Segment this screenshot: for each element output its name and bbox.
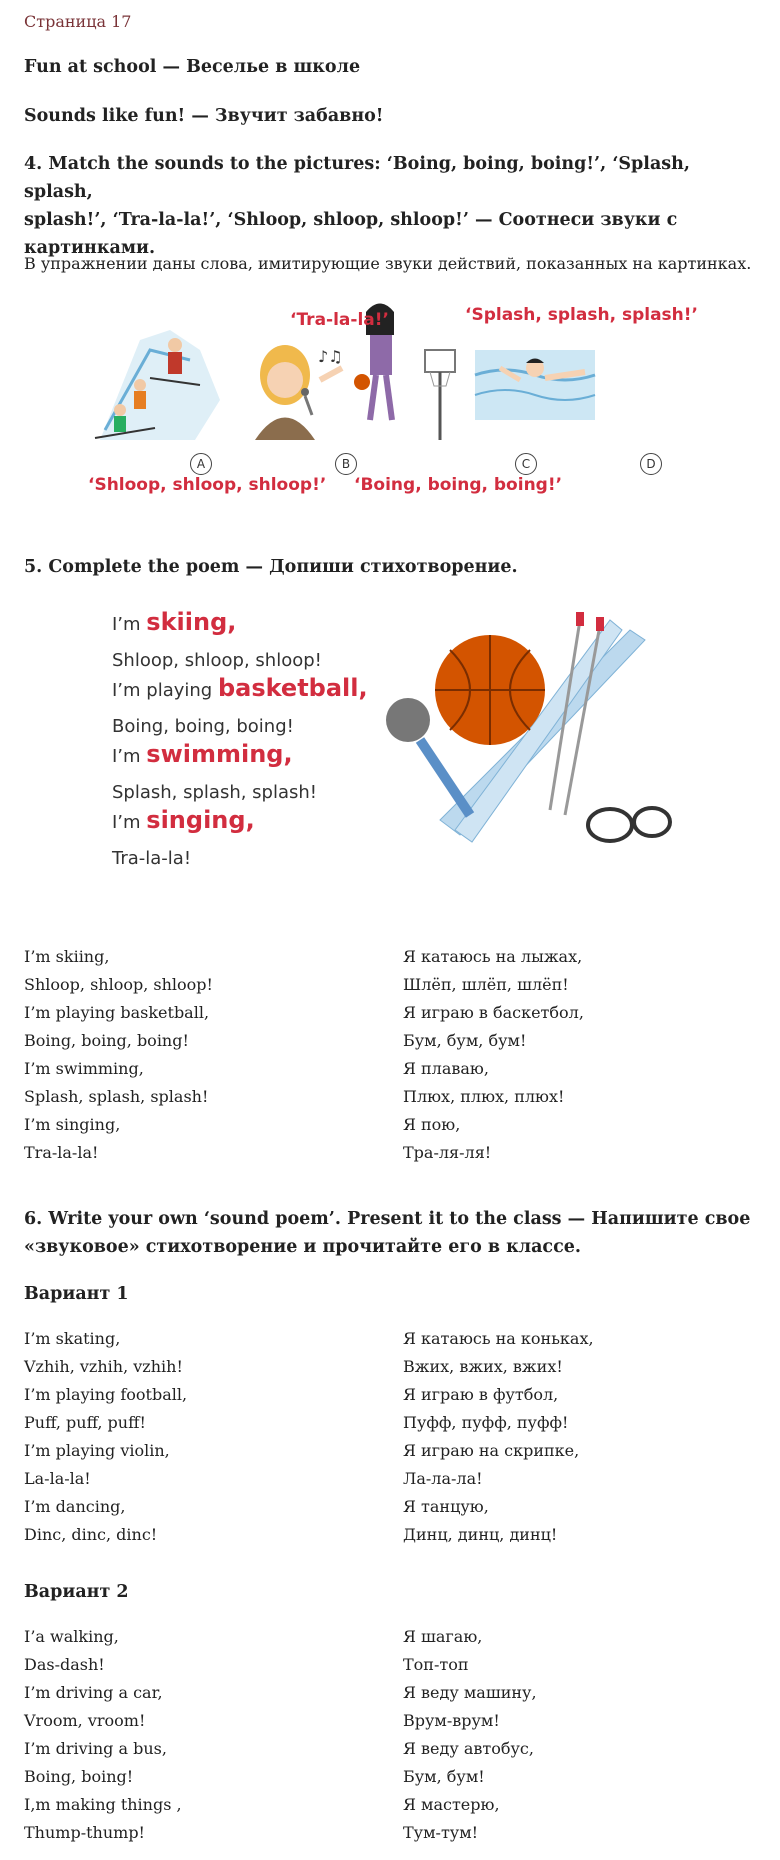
- exercise-4-heading-line: картинками.: [24, 238, 156, 258]
- sports-equipment-drawing: [380, 600, 680, 860]
- exercise-4-heading: [24, 150, 754, 262]
- poem-line-en: I’m singing,: [24, 1115, 121, 1134]
- variant-1-line-en: Vzhih, vzhih, vzhih!: [24, 1357, 183, 1376]
- svg-text:♪♫: ♪♫: [318, 347, 343, 366]
- exercise-4-heading-line: splash!’, ‘Tra-la-la!’, ‘Shloop, shloop, shloop!’ — Соотнеси звуки с: [24, 210, 678, 230]
- variant-1-line-en: Dinc, dinc, dinc!: [24, 1525, 158, 1544]
- variant-1-line-ru: Вжих, вжих, вжих!: [403, 1357, 563, 1376]
- exercise-6-heading-line: «звуковое» стихотворение и прочитайте его в классе.: [24, 1237, 581, 1257]
- sound-pictures: [80, 290, 700, 500]
- poem-line-en: Tra-la-la!: [24, 1143, 99, 1162]
- poem-line-en: I’m skiing,: [24, 947, 110, 966]
- lesson-title: Sounds like fun! — Звучит забавно!: [24, 106, 384, 126]
- label-splash: ‘Splash, splash, splash!’: [465, 305, 698, 325]
- variant-1-line-ru: Ла-ла-ла!: [403, 1469, 483, 1488]
- poem-line-ru: Шлёп, шлёп, шлёп!: [403, 975, 569, 994]
- variant-2-line-en: I’m driving a bus,: [24, 1739, 167, 1758]
- poem-line: I’m playing basketball,: [112, 674, 368, 702]
- variant-1-line-en: I’m playing football,: [24, 1385, 188, 1404]
- variant-2-line-en: Thump-thump!: [24, 1823, 145, 1842]
- poem-line-ru: Бум, бум, бум!: [403, 1031, 527, 1050]
- unit-title: Fun at school — Веселье в школе: [24, 57, 361, 77]
- variant-2-line-en: Boing, boing!: [24, 1767, 134, 1786]
- singer-picture: [255, 345, 343, 440]
- swimmer-picture: [475, 350, 595, 420]
- poem-english-column: [24, 943, 213, 1167]
- variant-2-line-en: I’m driving a car,: [24, 1683, 163, 1702]
- poem-line: I’m singing,: [112, 806, 255, 834]
- variant-1-line-ru: Я танцую,: [403, 1497, 489, 1516]
- variant-1-line-en: La-la-la!: [24, 1469, 91, 1488]
- poem-line-en: Shloop, shloop, shloop!: [24, 975, 213, 994]
- poem-line: Splash, splash, splash!: [112, 782, 318, 803]
- sports-equipment-picture: [380, 600, 680, 860]
- variant-2-title: Вариант 2: [24, 1582, 129, 1602]
- poem-russian-column: [403, 943, 584, 1167]
- poem-line-ru: Тра-ля-ля!: [403, 1143, 492, 1162]
- poem-line-en: Splash, splash, splash!: [24, 1087, 209, 1106]
- poem-line-ru: Я плаваю,: [403, 1059, 489, 1078]
- poem-line: I’m swimming,: [112, 740, 293, 768]
- variant-2-line-ru: Тум-тум!: [403, 1823, 479, 1842]
- poem-line: Tra-la-la!: [112, 848, 192, 869]
- variant-1-line-en: I’m playing violin,: [24, 1441, 170, 1460]
- variant-1-line-en: I’m skating,: [24, 1329, 121, 1348]
- exercise-4-text: В упражнении даны слова, имитирующие звуки действий, показанных на картинках.: [24, 254, 752, 273]
- label-shloop: ‘Shloop, shloop, shloop!’: [88, 475, 327, 495]
- variant-2-line-en: Das-dash!: [24, 1655, 105, 1674]
- letter-a: A: [190, 453, 212, 475]
- variant-1-title: Вариант 1: [24, 1284, 129, 1304]
- variant-2-line-ru: Бум, бум!: [403, 1767, 485, 1786]
- page-label: Страница 17: [24, 12, 132, 31]
- exercise-5-heading: 5. Complete the poem — Допиши стихотворение.: [24, 557, 518, 577]
- poem-line-ru: Плюх, плюх, плюх!: [403, 1087, 565, 1106]
- variant-1-line-ru: Пуфф, пуфф, пуфф!: [403, 1413, 569, 1432]
- variant-2-line-en: Vroom, vroom!: [24, 1711, 146, 1730]
- poem-line-ru: Я играю в баскетбол,: [403, 1003, 584, 1022]
- variant-2-line-en: I’a walking,: [24, 1627, 119, 1646]
- exercise-6-heading: [24, 1205, 754, 1261]
- variant-2-line-ru: Врум-врум!: [403, 1711, 500, 1730]
- poem-line-ru: Я катаюсь на лыжах,: [403, 947, 583, 966]
- poem-line-en: I’m swimming,: [24, 1059, 144, 1078]
- variant-1-line-en: Puff, puff, puff!: [24, 1413, 146, 1432]
- variant-1-line-en: I’m dancing,: [24, 1497, 126, 1516]
- variant-1-line-ru: Динц, динц, динц!: [403, 1525, 558, 1544]
- variant-2-line-en: I,m making things ,: [24, 1795, 182, 1814]
- variant-2-line-ru: Я шагаю,: [403, 1627, 483, 1646]
- exercise-4-heading-line: 4. Match the sounds to the pictures: ‘Boing, boing, boing!’, ‘Splash, splash,: [24, 154, 690, 202]
- variant-2-line-ru: Топ-топ: [403, 1655, 469, 1674]
- label-boing: ‘Boing, boing, boing!’: [354, 475, 563, 495]
- variant-1-line-ru: Я играю на скрипке,: [403, 1441, 580, 1460]
- letter-b: B: [335, 453, 357, 475]
- letter-d: D: [640, 453, 662, 475]
- poem-line: Shloop, shloop, shloop!: [112, 650, 322, 671]
- variant-2-line-ru: Я веду машину,: [403, 1683, 537, 1702]
- variant-1-english-column: [24, 1325, 187, 1549]
- poem-line: Boing, boing, boing!: [112, 716, 294, 737]
- variant-1-russian-column: [403, 1325, 594, 1549]
- poem-line-ru: Я пою,: [403, 1115, 461, 1134]
- label-tralala: ‘Tra-la-la!’: [290, 310, 389, 330]
- variant-2-line-ru: Я веду автобус,: [403, 1739, 534, 1758]
- poem-line-en: Boing, boing, boing!: [24, 1031, 189, 1050]
- variant-2-english-column: [24, 1623, 182, 1847]
- variant-1-line-ru: Я играю в футбол,: [403, 1385, 559, 1404]
- variant-2-line-ru: Я мастерю,: [403, 1795, 500, 1814]
- exercise-6-heading-line: 6. Write your own ‘sound poem’. Present it to the class — Напишите свое: [24, 1209, 751, 1229]
- poem-line: I’m skiing,: [112, 608, 237, 636]
- variant-1-line-ru: Я катаюсь на коньках,: [403, 1329, 594, 1348]
- letter-c: C: [515, 453, 537, 475]
- poem-line-en: I’m playing basketball,: [24, 1003, 210, 1022]
- variant-2-russian-column: [403, 1623, 537, 1847]
- skiers-picture: [95, 330, 220, 440]
